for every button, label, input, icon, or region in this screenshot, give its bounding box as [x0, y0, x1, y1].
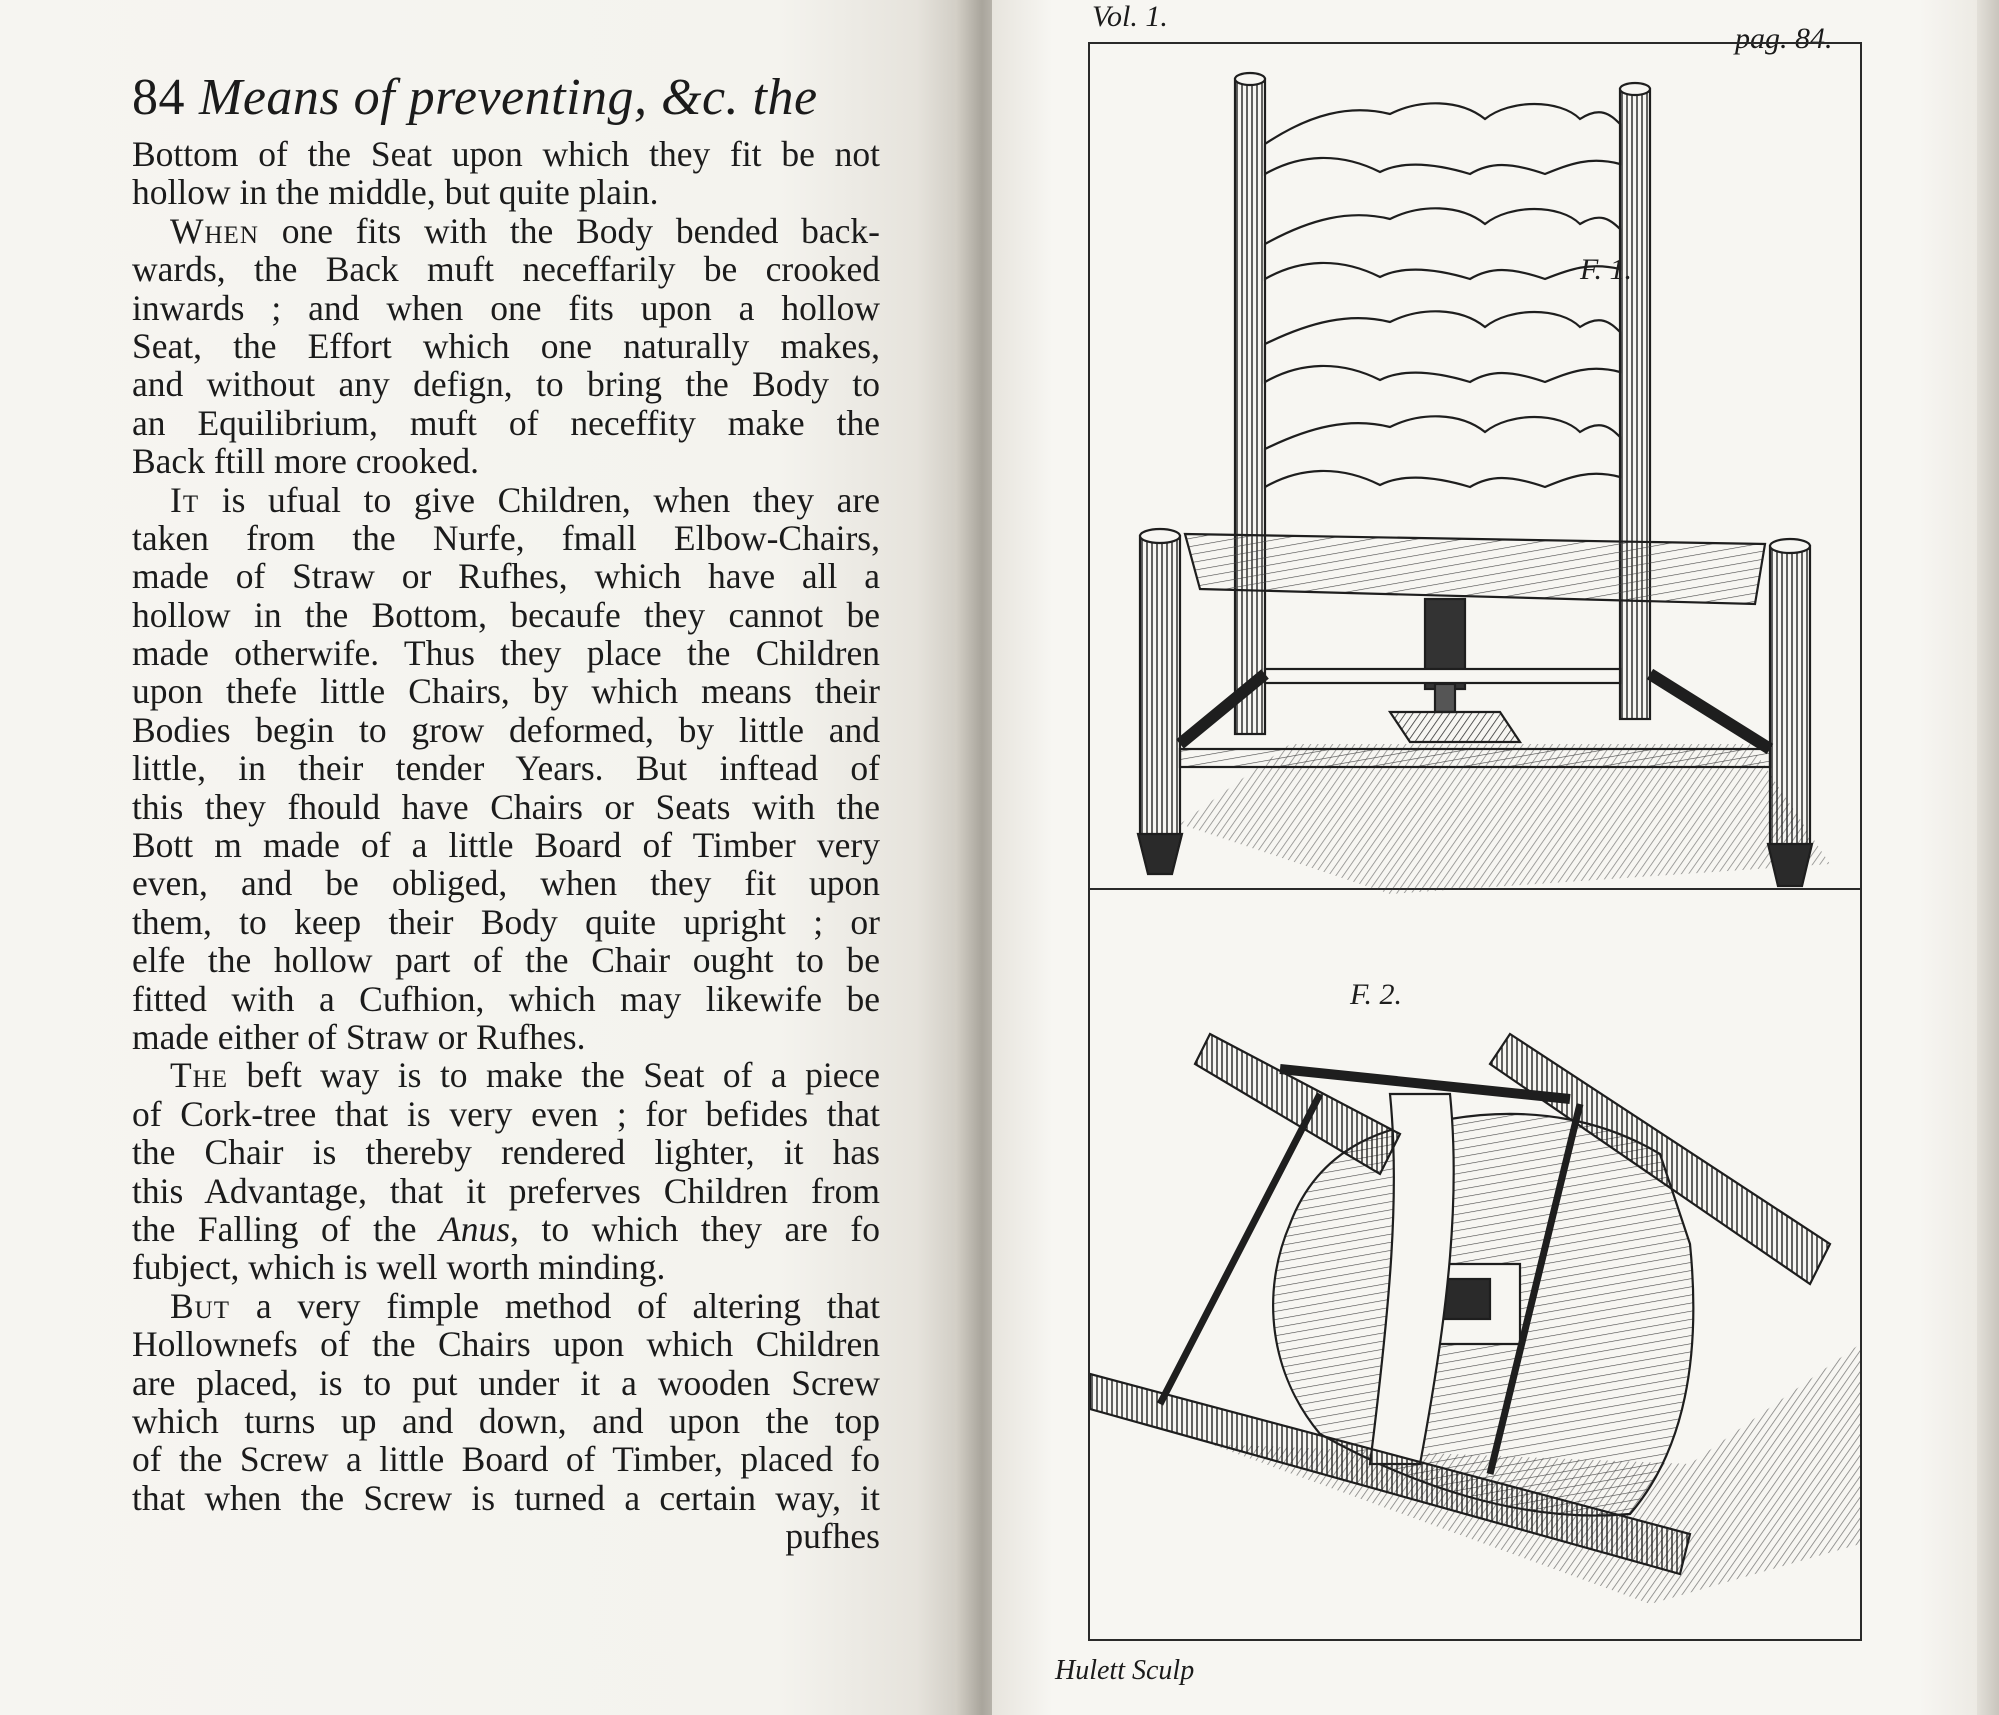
running-title: Means of preventing, &c. the: [199, 69, 818, 126]
figure-2-label: F. 2.: [1350, 978, 1402, 1011]
line-text: that when the Screw is turned a certain way, it: [132, 1477, 880, 1518]
chair-front-view: [1138, 73, 1830, 894]
text-line: [132, 749, 880, 787]
line-text-after: , to which they are fo: [510, 1208, 880, 1249]
text-line: [132, 711, 880, 749]
line-text: upon thefe little Chairs, by which means their: [132, 671, 880, 712]
line-text: which turns up and down, and upon the top: [132, 1400, 880, 1441]
text-line: [132, 1248, 880, 1286]
line-text: Bottom of the Seat upon which they fit be not: [132, 134, 880, 174]
line-text: one fits with the Body bended back-: [258, 210, 880, 251]
line-text: the Falling of the: [132, 1208, 440, 1249]
text-line: [132, 941, 880, 979]
text-line: [132, 289, 880, 327]
line-text: little, in their tender Years. But inftead of: [132, 748, 880, 789]
text-line: [132, 212, 880, 250]
line-text: is ufual to give Children, when they are: [199, 479, 880, 520]
text-line: [132, 1402, 880, 1440]
text-line: [132, 864, 880, 902]
line-text: Bott m made of a little Board of Timber very: [132, 825, 880, 866]
text-line: [132, 135, 880, 173]
text-line: [132, 1172, 880, 1210]
text-line: [132, 788, 880, 826]
small-caps-word: When: [170, 210, 259, 251]
line-text: of Cork-tree that is very even ; for befides that: [132, 1093, 880, 1134]
text-line: [132, 481, 880, 519]
line-text: them, to keep their Body quite upright ; or: [132, 901, 880, 942]
engraver-signature: Hulett Sculp: [1055, 1655, 1195, 1686]
line-text: even, and be obliged, when they fit upon: [132, 863, 880, 904]
page-number: 84: [132, 69, 185, 126]
volume-label: Vol. 1.: [1092, 0, 1168, 33]
running-head: [132, 68, 818, 128]
line-text: hollow in the middle, but quite plain.: [132, 172, 659, 213]
text-line: [132, 519, 880, 557]
line-text: are placed, is to put under it a wooden Screw: [132, 1362, 880, 1403]
text-line: [132, 1133, 880, 1171]
text-line: [132, 1479, 880, 1517]
text-line: [132, 1440, 880, 1478]
text-line: [132, 250, 880, 288]
figure-1-label: F. 1.: [1580, 253, 1632, 286]
line-text: fubject, which is well worth minding.: [132, 1247, 666, 1288]
text-line: [132, 404, 880, 442]
line-text: Back ftill more crooked.: [132, 441, 479, 482]
line-text: wards, the Back muft neceffarily be crooked: [132, 249, 880, 290]
line-text: made either of Straw or Rufhes.: [132, 1016, 586, 1057]
line-text: this Advantage, that it preferves Children from: [132, 1170, 880, 1211]
text-line: [132, 596, 880, 634]
line-text: Bodies begin to grow deformed, by little and: [132, 709, 880, 750]
line-text: and without any defign, to bring the Body to: [132, 364, 880, 405]
line-text: pufhes: [785, 1516, 880, 1557]
text-line: [132, 1095, 880, 1133]
text-line: [132, 327, 880, 365]
line-text: inwards ; and when one fits upon a hollow: [132, 287, 880, 328]
text-line: [132, 1517, 880, 1555]
text-line: [132, 903, 880, 941]
line-text: fitted with a Cufhion, which may likewife be: [132, 978, 880, 1019]
body-text: [132, 135, 880, 1555]
line-text: elfe the hollow part of the Chair ought to be: [132, 940, 880, 981]
line-text: Seat, the Effort which one naturally makes,: [132, 325, 880, 366]
text-line: [132, 1364, 880, 1402]
text-line: [132, 1056, 880, 1094]
italic-word: Anus: [439, 1208, 511, 1249]
text-line: [132, 1210, 880, 1248]
text-line: [132, 826, 880, 864]
line-text: this they fhould have Chairs or Seats with the: [132, 786, 880, 827]
line-text: Hollownefs of the Chairs upon which Children: [132, 1324, 880, 1365]
small-caps-word: But: [170, 1285, 231, 1326]
text-line: [132, 557, 880, 595]
engraved-plate: [1088, 42, 1862, 1641]
line-text: made of Straw or Rufhes, which have all a: [132, 556, 880, 597]
line-text: a very fimple method of altering that: [230, 1285, 880, 1326]
line-text: taken from the Nurfe, fmall Elbow-Chairs,: [132, 517, 880, 558]
line-text: of the Screw a little Board of Timber, placed fo: [132, 1439, 880, 1480]
line-text: the Chair is thereby rendered lighter, it has: [132, 1132, 880, 1173]
text-line: [132, 365, 880, 403]
text-line: [132, 1287, 880, 1325]
text-line: [132, 1018, 880, 1056]
text-line: [132, 173, 880, 211]
chair-underside-view: [1090, 1034, 1860, 1604]
line-text: hollow in the Bottom, becaufe they cannot be: [132, 594, 880, 635]
small-caps-word: The: [170, 1055, 229, 1096]
page-reference: pag. 84.: [1735, 22, 1833, 55]
line-text: beft way is to make the Seat of a piece: [228, 1055, 880, 1096]
text-line: [132, 634, 880, 672]
text-line: [132, 980, 880, 1018]
text-line: [132, 1325, 880, 1363]
line-text: made otherwife. Thus they place the Children: [132, 633, 880, 674]
line-text: an Equilibrium, muft of neceffity make the: [132, 402, 880, 443]
text-line: [132, 442, 880, 480]
text-line: [132, 672, 880, 710]
small-caps-word: It: [170, 479, 200, 520]
